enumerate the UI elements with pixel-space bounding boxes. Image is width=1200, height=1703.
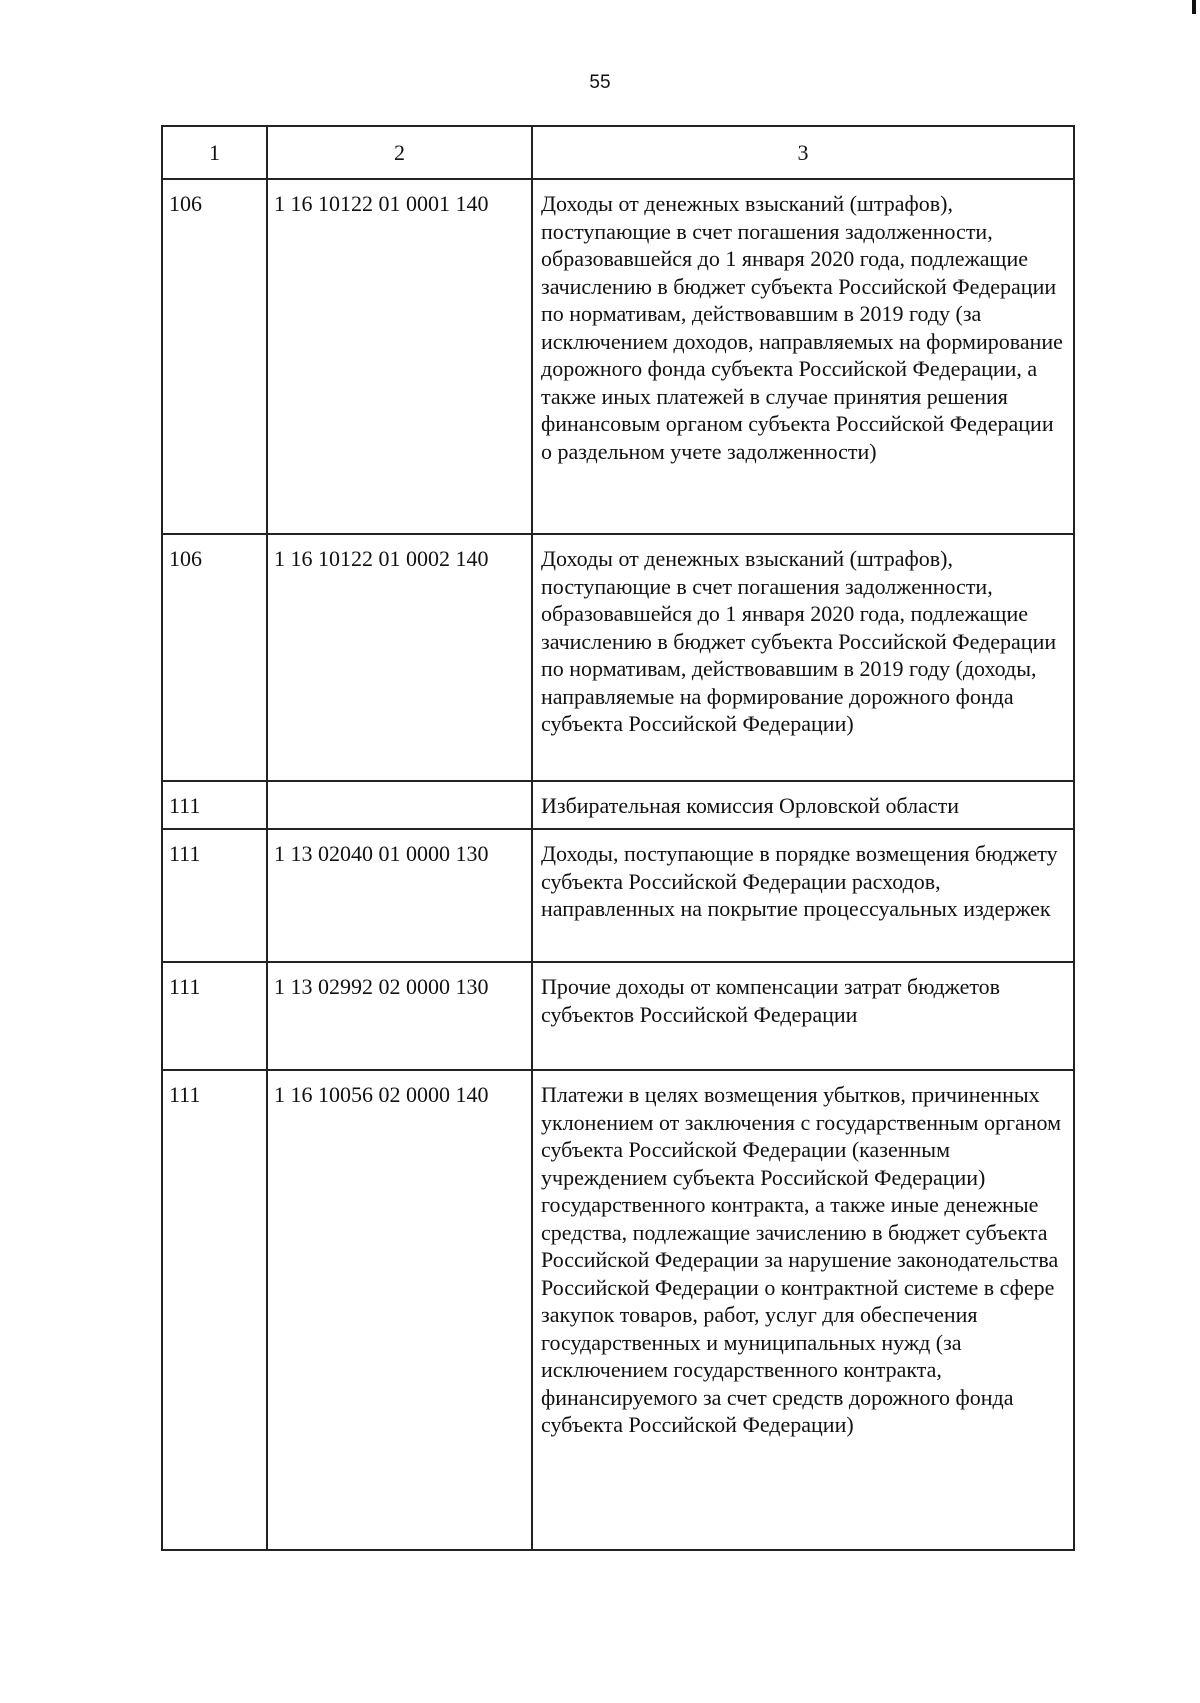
table-header-row (162, 126, 1074, 179)
table-row (162, 781, 1074, 829)
income-code-cell (267, 781, 532, 829)
income-description-cell: Доходы от денежных взысканий (штрафов), поступающие в счет погашения задолженности, образовавшейся до 1 января 2020 года, подлежащие зачислению в бюджет субъекта Российской Федерации по нормативам, действовавшим в 2019 году (доходы, направляемые на формирование дорожного фонда субъекта Российской Федерации) (532, 534, 1074, 781)
header-cell-2: 2 (267, 126, 532, 179)
income-code-cell: 1 16 10122 01 0002 140 (267, 534, 532, 781)
table-row (162, 1070, 1074, 1550)
income-code-cell: 1 13 02992 02 0000 130 (267, 962, 532, 1070)
table-row (162, 962, 1074, 1070)
table-row (162, 179, 1074, 534)
income-code-cell: 1 16 10056 02 0000 140 (267, 1070, 532, 1550)
page-number: 55 (589, 72, 611, 93)
admin-code-cell: 111 (162, 1070, 267, 1550)
income-description-cell: Доходы от денежных взысканий (штрафов), поступающие в счет погашения задолженности, образовавшейся до 1 января 2020 года, подлежащие зачислению в бюджет субъекта Российской Федерации по нормативам, действовавшим в 2019 году (за исключением доходов, направляемых на формирование дорожного фонда субъекта Российской Федерации, а также иных платежей в случае принятия решения финансовым органом субъекта Российской Федерации о раздельном учете задолженности) (532, 179, 1074, 534)
admin-code-cell: 106 (162, 534, 267, 781)
admin-code-cell: 106 (162, 179, 267, 534)
income-description-cell: Избирательная комиссия Орловской области (532, 781, 1074, 829)
admin-code-cell: 111 (162, 781, 267, 829)
income-description-cell: Прочие доходы от компенсации затрат бюджетов субъектов Российской Федерации (532, 962, 1074, 1070)
scan-edge-mark (1192, 0, 1196, 14)
income-description-cell: Доходы, поступающие в порядке возмещения бюджету субъекта Российской Федерации расходов, направленных на покрытие процессуальных издержек (532, 829, 1074, 962)
header-cell-3: 3 (532, 126, 1074, 179)
income-description-cell: Платежи в целях возмещения убытков, причиненных уклонением от заключения с государственным органом субъекта Российской Федерации (казенным учреждением субъекта Российской Федерации) государственного контракта, а также иные денежные средства, подлежащие зачислению в бюджет субъекта Российской Федерации за нарушение законодательства Российской Федерации о контрактной системе в сфере закупок товаров, работ, услуг для обеспечения государственных и муниципальных нужд (за исключением государственного контракта, финансируемого за счет средств дорожного фонда субъекта Российской Федерации) (532, 1070, 1074, 1550)
admin-code-cell: 111 (162, 962, 267, 1070)
budget-classification-table (161, 125, 1075, 1551)
header-cell-1: 1 (162, 126, 267, 179)
table-row (162, 534, 1074, 781)
income-code-cell: 1 13 02040 01 0000 130 (267, 829, 532, 962)
admin-code-cell: 111 (162, 829, 267, 962)
table-row (162, 829, 1074, 962)
income-code-cell: 1 16 10122 01 0001 140 (267, 179, 532, 534)
